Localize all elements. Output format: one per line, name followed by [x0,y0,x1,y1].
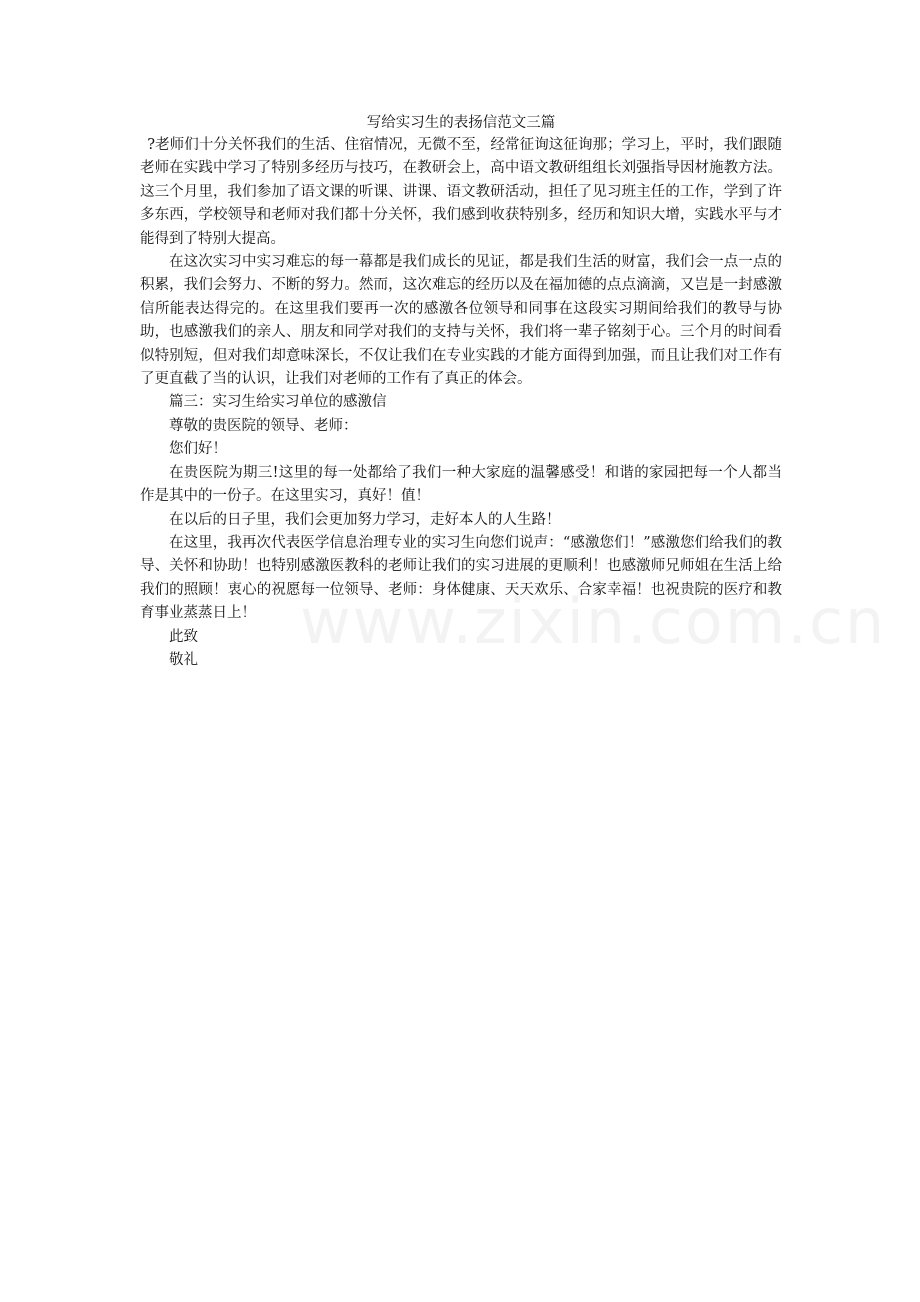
document-title: 写给实习生的表扬信范文三篇 [366,115,556,131]
greeting: 您们好！ [169,441,227,458]
closing-line-1: 此致 [169,628,198,645]
document-body [140,112,782,672]
paragraph-4: 在以后的日子里，我们会更加努力学习，走好本人的人生路！ [169,511,561,528]
paragraph-5: 在这里，我再次代表医学信息治理专业的实习生向您们说声：“感激您们！”感激您们给我们的教导、关怀和协助！也特别感激医教科的老师让我们的实习进展的更顺利！也感激师兄师姐在生活上给我们的照顾！衷心的祝愿每一位领导、老师：身体健康、天天欢乐、合家幸福！也祝贵院的医疗和教育事业蒸蒸日上！ [140,534,782,622]
paragraph-3: 在贵医院为期三!这里的每一处都给了我们一种大家庭的温馨感受！和谐的家园把每一个人都当作是其中的一份子。在这里实习，真好！值！ [140,464,782,505]
salutation: 尊敬的贵医院的领导、老师： [169,417,358,434]
paragraph-2: 在这次实习中实习难忘的每一幕都是我们成长的见证，都是我们生活的财富，我们会一点一点的积累，我们会努力、不断的努力。然而，这次难忘的经历以及在福加德的点点滴滴，又岂是一封感激信所能表达得完的。在这里我们要再一次的感激各位领导和同事在这段实习期间给我们的教导与协助，也感激我们的亲人、朋友和同学对我们的支持与关怀，我们将一辈子铭刻于心。三个月的时间看似特别短，但对我们却意味深长，不仅让我们在专业实践的才能方面得到加强，而且让我们对工作有了更直截了当的认识，让我们对老师的工作有了真正的体会。 [140,254,782,388]
paragraph-1: ?老师们十分关怀我们的生活、住宿情况，无微不至，经常征询这征询那；学习上，平时，我们跟随老师在实践中学习了特别多经历与技巧，在教研会上，高中语文教研组组长刘强指导因材施教方法。这三个月里，我们参加了语文课的听课、讲课、语文教研活动，担任了见习班主任的工作，学到了许多东西，学校领导和老师对我们都十分关怀，我们感到收获特别多，经历和知识大增，实践水平与才能得到了特别大提高。 [140,137,782,247]
section-heading: 篇三：实习生给实习单位的感激信 [169,394,387,411]
closing-line-2: 敬礼 [169,651,198,668]
